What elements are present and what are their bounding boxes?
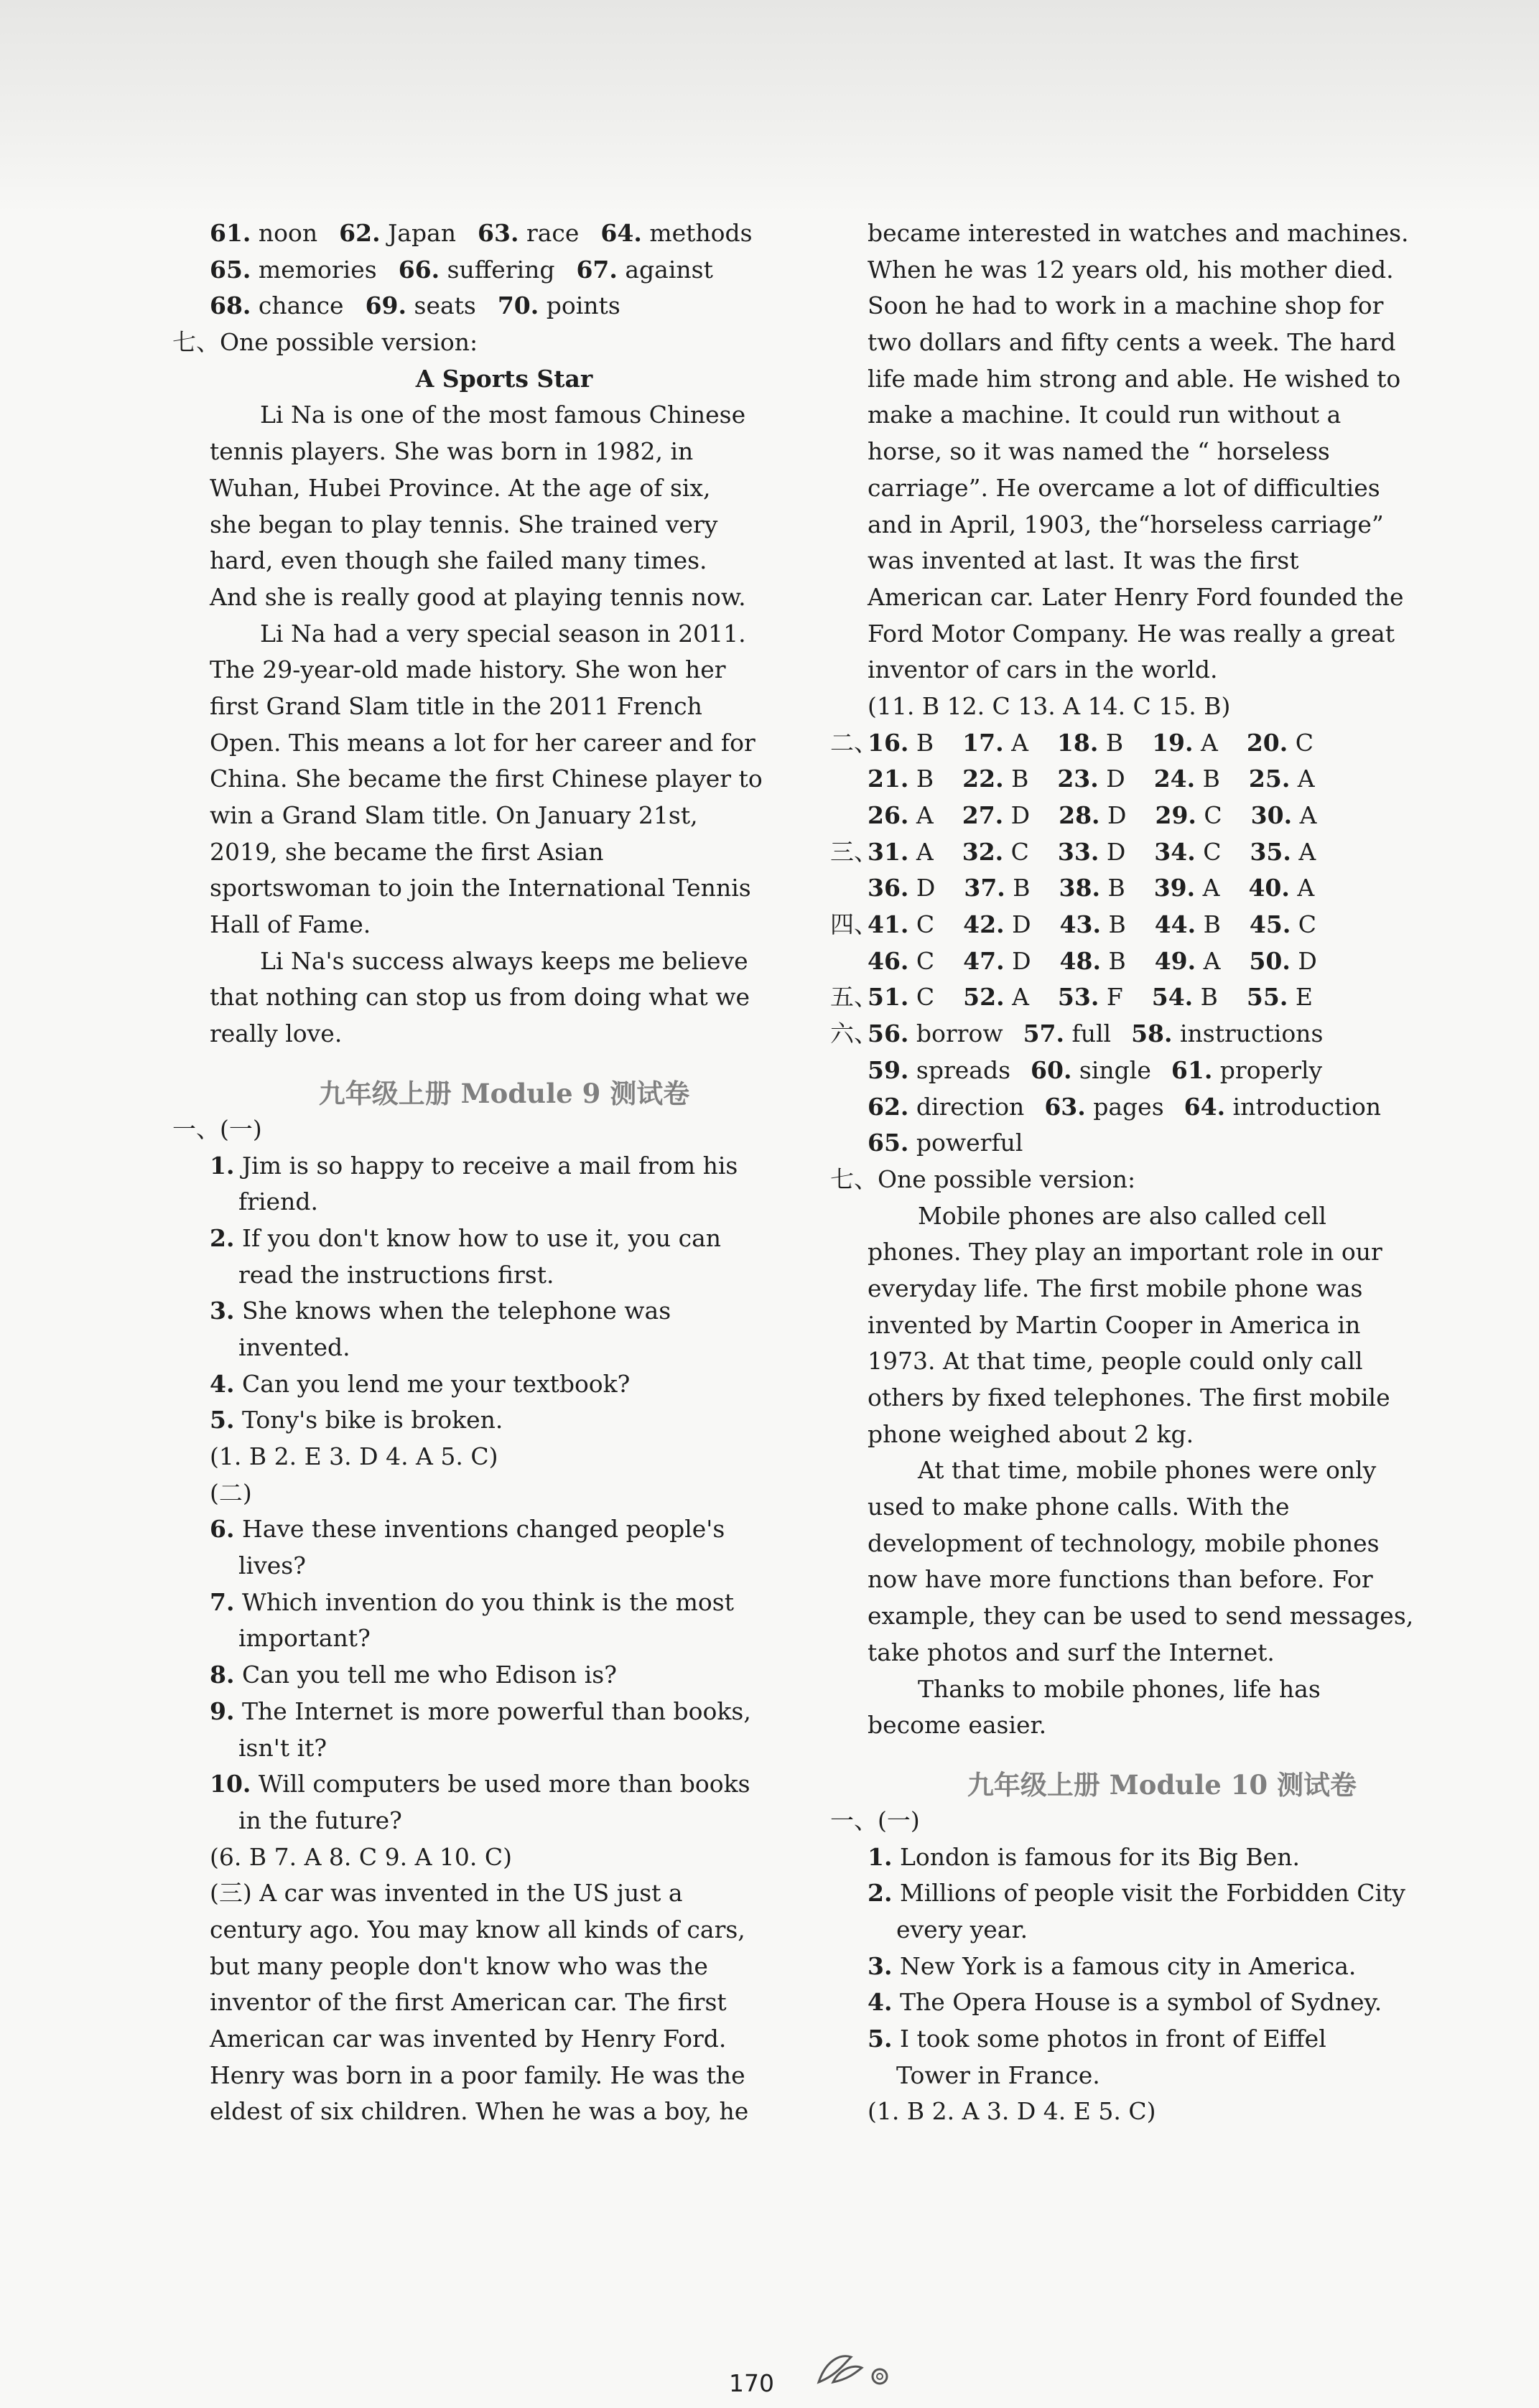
passage-line: (三) A car was invented in the US just a: [210, 1879, 683, 1908]
answer-row: [210, 288, 799, 325]
item-number: 31.: [868, 837, 909, 866]
answer-item: 65. powerful: [868, 1129, 1023, 1157]
answer-row: [830, 907, 1456, 943]
answer-key: (1. B 2. E 3. D 4. A 5. C): [210, 1442, 498, 1470]
item-number: 30.: [1250, 801, 1293, 829]
answer-item: 52. A: [963, 983, 1029, 1012]
passage-line: inventor of cars in the world.: [868, 655, 1218, 684]
listening-item: 1. Jim is so happy to receive a mail from his: [210, 1151, 738, 1180]
answer-row: [868, 943, 1456, 980]
answer-item: 30. A: [1250, 801, 1317, 829]
answer-item: 61. noon: [210, 219, 318, 247]
answer-item: 49. A: [1154, 946, 1221, 975]
item-number: 22.: [962, 765, 1004, 793]
essay-line: Mobile phones are also called cell: [918, 1201, 1326, 1230]
listening-item-cont: read the instructions first.: [238, 1260, 554, 1289]
essay-line: Open. This means a lot for her career and for: [210, 728, 755, 757]
listening-item-cont: lives?: [238, 1551, 306, 1580]
answer-item: 61. properly: [1171, 1055, 1323, 1084]
item-number: 3.: [868, 1951, 893, 1980]
essay-line: take photos and surf the Internet.: [868, 1638, 1275, 1666]
item-number: 46.: [868, 946, 909, 975]
essay-line: Li Na's success always keeps me believe: [260, 946, 748, 975]
answer-key: (1. B 2. A 3. D 4. E 5. C): [868, 2097, 1156, 2126]
item-number: 5.: [868, 2025, 893, 2053]
answer-item: 24. B: [1153, 765, 1220, 793]
passage-line: became interested in watches and machines.: [868, 219, 1409, 247]
answer-item: 22. B: [962, 765, 1029, 793]
item-number: 24.: [1153, 765, 1196, 793]
answer-item: 43. B: [1059, 910, 1126, 939]
essay-line: The 29-year-old made history. She won her: [210, 655, 726, 684]
essay-line: Li Na had a very special season in 2011.: [260, 619, 746, 648]
item-number: 37.: [964, 874, 1005, 902]
essay-line: tennis players. She was born in 1982, in: [210, 437, 694, 466]
essay-line: hard, even though she failed many times.: [210, 546, 707, 575]
item-number: 36.: [868, 874, 909, 902]
listening-item-cont: friend.: [238, 1187, 318, 1216]
item-number: 2.: [210, 1223, 235, 1252]
passage-line: two dollars and fifty cents a week. The hard: [868, 328, 1396, 357]
answer-item: 25. A: [1248, 765, 1315, 793]
answer-item: 21. B: [868, 765, 934, 793]
answer-row: [210, 215, 799, 252]
essay-line: phones. They play an important role in our: [868, 1238, 1382, 1266]
passage-line: carriage”. He overcame a lot of difficulties: [868, 473, 1380, 502]
item-number: 59.: [868, 1055, 909, 1084]
essay-line: China. She became the first Chinese player to: [210, 765, 763, 793]
item-number: 19.: [1152, 728, 1194, 757]
essay-line: 1973. At that time, people could only call: [868, 1347, 1363, 1376]
essay-line: win a Grand Slam title. On January 21st,: [210, 801, 698, 829]
answer-item: 68. chance: [210, 291, 344, 320]
answer-item: 26. A: [868, 801, 934, 829]
answer-item: 63. race: [478, 219, 580, 247]
answer-item: 62. Japan: [339, 219, 457, 247]
module9-heading: 九年级上册 Module 9 测试卷: [318, 1077, 690, 1109]
essay-title: A Sports Star: [415, 364, 593, 393]
answer-item: 33. D: [1057, 837, 1126, 866]
item-number: 63.: [478, 219, 519, 247]
answer-item: 62. direction: [868, 1092, 1025, 1121]
item-number: 9.: [210, 1697, 235, 1725]
section-label: 七、One possible version:: [830, 1165, 1136, 1193]
item-number: 23.: [1057, 765, 1099, 793]
item-number: 43.: [1059, 910, 1101, 939]
answer-item: 20. C: [1246, 728, 1314, 757]
item-number: 62.: [868, 1092, 909, 1121]
section-label: (二): [210, 1478, 252, 1507]
answer-item: 69. seats: [365, 291, 476, 320]
item-number: 50.: [1249, 946, 1291, 975]
item-number: 34.: [1154, 837, 1196, 866]
item-number: 69.: [365, 291, 407, 320]
answer-item: 37. B: [964, 874, 1031, 902]
item-number: 47.: [963, 946, 1005, 975]
passage-line: American car was invented by Henry Ford.: [210, 2025, 727, 2053]
item-number: 64.: [1184, 1092, 1226, 1121]
section-label: 五、: [830, 983, 878, 1012]
answer-item: 16. B: [868, 728, 934, 757]
item-number: 21.: [868, 765, 909, 793]
answer-item: 36. D: [868, 874, 936, 902]
item-number: 65.: [210, 255, 251, 284]
answer-row: [868, 761, 1456, 798]
answer-key: (11. B 12. C 13. A 14. C 15. B): [868, 691, 1231, 720]
answer-item: 47. D: [963, 946, 1031, 975]
passage-line: and in April, 1903, the“horseless carriage”: [868, 510, 1384, 538]
item-number: 4.: [210, 1369, 235, 1398]
item-number: 41.: [868, 910, 909, 939]
essay-line: others by fixed telephones. The first mobile: [868, 1383, 1390, 1411]
item-number: 20.: [1246, 728, 1288, 757]
item-number: 38.: [1059, 874, 1100, 902]
item-number: 27.: [962, 801, 1004, 829]
item-number: 3.: [210, 1297, 235, 1325]
answer-row: [868, 798, 1456, 834]
item-number: 60.: [1031, 1055, 1072, 1084]
answer-item: 58. instructions: [1131, 1019, 1324, 1048]
answer-item: 46. C: [868, 946, 935, 975]
item-number: 58.: [1131, 1019, 1173, 1048]
item-number: 33.: [1057, 837, 1099, 866]
answer-item: 70. points: [497, 291, 620, 320]
item-number: 45.: [1249, 910, 1291, 939]
essay-line: Li Na is one of the most famous Chinese: [260, 401, 746, 429]
section-label: 二、: [830, 728, 878, 757]
item-number: 26.: [868, 801, 909, 829]
item-number: 8.: [210, 1661, 235, 1689]
answer-key: (6. B 7. A 8. C 9. A 10. C): [210, 1842, 512, 1871]
essay-line: become easier.: [868, 1711, 1047, 1740]
listening-item-cont: every year.: [896, 1915, 1028, 1943]
listening-item: 6. Have these inventions changed people's: [210, 1515, 725, 1544]
listening-item-cont: Tower in France.: [896, 2061, 1100, 2089]
essay-line: invented by Martin Cooper in America in: [868, 1310, 1361, 1339]
section-label: 一、(一): [172, 1114, 262, 1143]
essay-line: sportswoman to join the International Tennis: [210, 874, 751, 902]
item-number: 44.: [1154, 910, 1196, 939]
listening-item-cont: in the future?: [238, 1806, 402, 1834]
answer-item: 55. E: [1246, 983, 1313, 1012]
item-number: 40.: [1248, 874, 1290, 902]
answer-item: 35. A: [1250, 837, 1316, 866]
answer-row: [210, 252, 799, 289]
listening-item: 3. New York is a famous city in America.: [868, 1951, 1357, 1980]
item-number: 35.: [1250, 837, 1291, 866]
answer-row: [868, 1089, 1456, 1126]
item-number: 62.: [339, 219, 381, 247]
item-number: 61.: [210, 219, 251, 247]
section-label: 四、: [830, 910, 878, 939]
answer-item: 64. introduction: [1184, 1092, 1382, 1121]
essay-line: phone weighed about 2 kg.: [868, 1419, 1194, 1448]
essay-line: she began to play tennis. She trained very: [210, 510, 718, 538]
section-label: 六、: [830, 1019, 878, 1048]
essay-line: first Grand Slam title in the 2011 French: [210, 691, 702, 720]
answer-item: 23. D: [1057, 765, 1125, 793]
essay-line: Hall of Fame.: [210, 910, 371, 939]
answer-item: 57. full: [1023, 1019, 1112, 1048]
listening-item: 9. The Internet is more powerful than books,: [210, 1697, 751, 1725]
answer-item: 41. C: [868, 910, 935, 939]
item-number: 32.: [962, 837, 1004, 866]
item-number: 2.: [868, 1879, 893, 1908]
listening-item: 10. Will computers be used more than books: [210, 1770, 750, 1798]
answer-item: 31. A: [868, 837, 934, 866]
item-number: 66.: [398, 255, 440, 284]
item-number: 42.: [963, 910, 1005, 939]
answer-item: 19. A: [1152, 728, 1218, 757]
item-number: 64.: [600, 219, 642, 247]
item-number: 70.: [497, 291, 539, 320]
item-number: 7.: [210, 1587, 235, 1616]
item-number: 4.: [868, 1988, 893, 2017]
passage-line: When he was 12 years old, his mother died.: [868, 255, 1394, 284]
passage-line: but many people don't know who was the: [210, 1951, 708, 1980]
essay-line: Wuhan, Hubei Province. At the age of six,: [210, 473, 711, 502]
essay-line: And she is really good at playing tennis now.: [210, 582, 746, 611]
essay-line: everyday life. The first mobile phone was: [868, 1274, 1363, 1302]
passage-line: American car. Later Henry Ford founded the: [868, 582, 1404, 611]
passage-line: Soon he had to work in a machine shop for: [868, 291, 1384, 320]
answer-item: 50. D: [1249, 946, 1317, 975]
right-column: [830, 215, 1456, 2130]
item-number: 48.: [1059, 946, 1101, 975]
essay-line: really love.: [210, 1019, 343, 1048]
answer-item: 59. spreads: [868, 1055, 1011, 1084]
answer-item: 56. borrow: [868, 1019, 1003, 1048]
item-number: 10.: [210, 1770, 251, 1798]
answer-item: 48. B: [1059, 946, 1126, 975]
scan-shadow: [0, 0, 1539, 215]
answer-item: 51. C: [868, 983, 935, 1012]
listening-item: 5. Tony's bike is broken.: [210, 1406, 503, 1434]
listening-item: 3. She knows when the telephone was: [210, 1297, 671, 1325]
item-number: 49.: [1154, 946, 1196, 975]
answer-item: 34. C: [1154, 837, 1222, 866]
leaf-ornament-icon: [812, 2346, 898, 2389]
answer-item: 40. A: [1248, 874, 1315, 902]
item-number: 56.: [868, 1019, 909, 1048]
item-number: 6.: [210, 1515, 235, 1544]
essay-line: Thanks to mobile phones, life has: [918, 1674, 1321, 1703]
section-label: 三、: [830, 837, 878, 866]
item-number: 39.: [1153, 874, 1196, 902]
item-number: 52.: [963, 983, 1005, 1012]
item-number: 53.: [1057, 983, 1099, 1012]
passage-line: eldest of six children. When he was a boy, he: [210, 2097, 749, 2126]
item-number: 61.: [1171, 1055, 1213, 1084]
passage-line: horse, so it was named the “ horseless: [868, 437, 1330, 466]
answer-row: [830, 1016, 1456, 1053]
item-number: 25.: [1248, 765, 1291, 793]
item-number: 65.: [868, 1129, 909, 1157]
item-number: 63.: [1044, 1092, 1086, 1121]
item-number: 5.: [210, 1406, 235, 1434]
item-number: 28.: [1059, 801, 1100, 829]
item-number: 54.: [1151, 983, 1194, 1012]
answer-item: 28. D: [1059, 801, 1127, 829]
answer-item: 38. B: [1059, 874, 1125, 902]
item-number: 18.: [1056, 728, 1099, 757]
item-number: 55.: [1246, 983, 1288, 1012]
passage-line: Ford Motor Company. He was really a great: [868, 619, 1395, 648]
module10-heading: 九年级上册 Module 10 测试卷: [967, 1768, 1357, 1801]
answer-item: 63. pages: [1044, 1092, 1164, 1121]
section-label: 一、(一): [830, 1806, 920, 1834]
item-number: 16.: [868, 728, 909, 757]
answer-row: [830, 834, 1456, 871]
answer-item: 65. memories: [210, 255, 377, 284]
item-number: 57.: [1023, 1019, 1064, 1048]
item-number: 51.: [868, 983, 909, 1012]
answer-item: 32. C: [962, 837, 1029, 866]
passage-line: was invented at last. It was the first: [868, 546, 1299, 575]
listening-item: 2. Millions of people visit the Forbidden City: [868, 1879, 1405, 1908]
essay-line: 2019, she became the first Asian: [210, 837, 604, 866]
item-number: 1.: [868, 1842, 893, 1871]
answer-item: 60. single: [1031, 1055, 1151, 1084]
listening-item-cont: isn't it?: [238, 1733, 327, 1762]
left-column: [172, 215, 799, 2130]
essay-line: development of technology, mobile phones: [868, 1529, 1380, 1557]
passage-line: inventor of the first American car. The first: [210, 1988, 727, 2017]
listening-item-cont: important?: [238, 1624, 371, 1653]
listening-item: 5. I took some photos in front of Eiffel: [868, 2025, 1326, 2053]
item-number: 17.: [962, 728, 1004, 757]
essay-line: now have more functions than before. For: [868, 1565, 1373, 1594]
item-number: 1.: [210, 1151, 235, 1180]
page-number: 170: [729, 2369, 774, 2397]
answer-item: 45. C: [1249, 910, 1317, 939]
answer-item: 42. D: [963, 910, 1031, 939]
passage-line: Henry was born in a poor family. He was the: [210, 2061, 745, 2089]
answer-item: 44. B: [1154, 910, 1221, 939]
section-label: 七、One possible version:: [172, 328, 478, 357]
answer-row: [868, 870, 1456, 907]
essay-line: At that time, mobile phones were only: [918, 1456, 1377, 1485]
answer-item: 54. B: [1151, 983, 1218, 1012]
listening-item: 7. Which invention do you think is the most: [210, 1587, 734, 1616]
answer-item: 53. F: [1057, 983, 1123, 1012]
answer-row: [868, 1125, 1456, 1162]
listening-item: 4. Can you lend me your textbook?: [210, 1369, 631, 1398]
answer-item: 67. against: [576, 255, 713, 284]
listening-item: 4. The Opera House is a symbol of Sydney.: [868, 1988, 1382, 2017]
item-number: 67.: [576, 255, 618, 284]
answer-item: 17. A: [962, 728, 1028, 757]
answer-row: [830, 979, 1456, 1016]
passage-line: make a machine. It could run without a: [868, 401, 1342, 429]
answer-item: 39. A: [1153, 874, 1220, 902]
listening-item-cont: invented.: [238, 1333, 350, 1361]
answer-row: [868, 1053, 1456, 1089]
answer-item: 64. methods: [600, 219, 753, 247]
answer-row: [830, 725, 1456, 762]
listening-item: 2. If you don't know how to use it, you can: [210, 1223, 722, 1252]
essay-line: example, they can be used to send messages,: [868, 1602, 1414, 1630]
answer-item: 66. suffering: [398, 255, 555, 284]
passage-line: life made him strong and able. He wished to: [868, 364, 1401, 393]
essay-line: used to make phone calls. With the: [868, 1493, 1290, 1521]
listening-item: 8. Can you tell me who Edison is?: [210, 1661, 617, 1689]
essay-line: that nothing can stop us from doing what we: [210, 983, 750, 1012]
item-number: 29.: [1155, 801, 1196, 829]
section-label: (三): [210, 1879, 260, 1908]
answer-item: 29. C: [1155, 801, 1222, 829]
passage-line: century ago. You may know all kinds of cars,: [210, 1915, 745, 1943]
listening-item: 1. London is famous for its Big Ben.: [868, 1842, 1300, 1871]
answer-item: 18. B: [1056, 728, 1124, 757]
item-number: 68.: [210, 291, 251, 320]
answer-item: 27. D: [962, 801, 1031, 829]
